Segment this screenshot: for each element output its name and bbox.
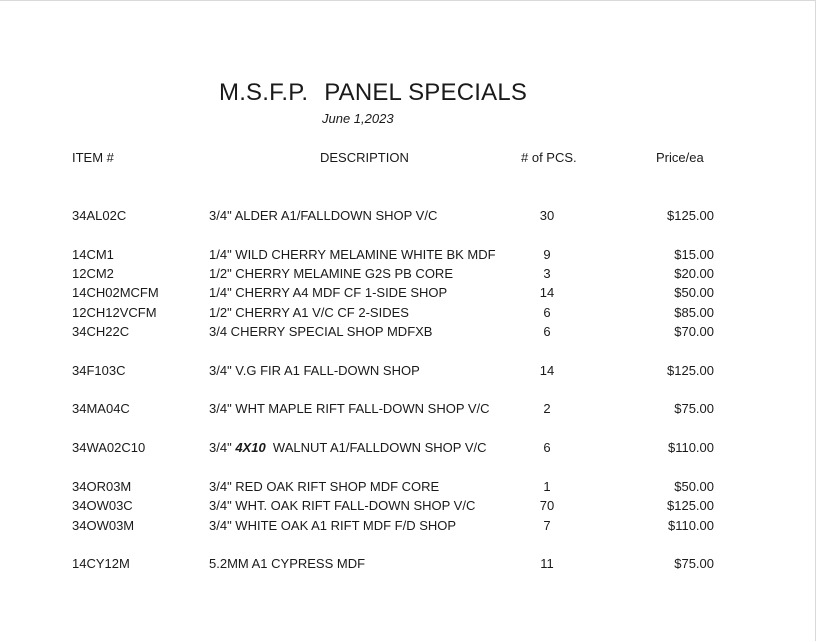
item-description: 3/4" RED OAK RIFT SHOP MDF CORE (209, 479, 440, 494)
header-pcs: # of PCS. (521, 150, 577, 165)
table-row (0, 498, 816, 516)
item-pcs: 70 (539, 498, 555, 513)
item-pcs: 1 (543, 479, 551, 494)
item-description: 3/4 CHERRY SPECIAL SHOP MDFXB (209, 324, 433, 339)
item-price: $15.00 (674, 247, 714, 262)
item-price: $110.00 (667, 440, 714, 455)
table-row (0, 324, 816, 342)
item-price: $50.00 (674, 285, 714, 300)
item-code: 14CH02MCFM (72, 285, 159, 300)
table-row (0, 440, 816, 458)
item-pcs: 30 (539, 208, 555, 223)
table-row (0, 479, 816, 497)
document-title (219, 79, 527, 107)
item-price: $20.00 (674, 266, 714, 281)
description-emphasis: 4X10 (235, 440, 266, 455)
item-pcs: 2 (543, 401, 551, 416)
item-description: 5.2MM A1 CYPRESS MDF (209, 556, 366, 571)
item-pcs: 14 (539, 285, 555, 300)
item-pcs: 3 (543, 266, 551, 281)
header-description: DESCRIPTION (320, 150, 409, 165)
table-row (0, 305, 816, 323)
item-code: 34WA02C10 (72, 440, 146, 455)
item-pcs: 6 (543, 324, 551, 339)
item-code: 34CH22C (72, 324, 130, 339)
item-pcs: 6 (543, 440, 551, 455)
item-code: 34OW03C (72, 498, 133, 513)
table-row (0, 401, 816, 419)
item-price: $125.00 (667, 498, 714, 513)
item-description: 1/4" CHERRY A4 MDF CF 1-SIDE SHOP (209, 285, 448, 300)
item-price: $125.00 (667, 208, 714, 223)
item-pcs: 14 (539, 363, 555, 378)
item-price: $70.00 (674, 324, 714, 339)
item-price: $125.00 (667, 363, 714, 378)
table-row (0, 266, 816, 284)
item-pcs: 6 (543, 305, 551, 320)
table-row (0, 518, 816, 536)
item-description: 3/4" WHT MAPLE RIFT FALL-DOWN SHOP V/C (209, 401, 490, 416)
item-price: $75.00 (674, 401, 714, 416)
title-heading: PANEL SPECIALS (324, 79, 528, 106)
item-description: 3/4" V.G FIR A1 FALL-DOWN SHOP (209, 363, 420, 378)
title-company: M.S.F.P. (219, 79, 309, 106)
item-code: 12CH12VCFM (72, 305, 157, 320)
item-code: 34MA04C (72, 401, 130, 416)
item-description: 3/4" WHITE OAK A1 RIFT MDF F/D SHOP (209, 518, 457, 533)
table-row (0, 285, 816, 303)
item-pcs: 11 (540, 556, 554, 571)
item-description: 1/2" CHERRY A1 V/C CF 2-SIDES (209, 305, 409, 320)
item-price: $110.00 (667, 518, 714, 533)
item-pcs: 7 (543, 518, 551, 533)
item-price: $85.00 (674, 305, 714, 320)
item-code: 34F103C (72, 363, 126, 378)
description-prefix: 3/4" (209, 440, 232, 455)
item-pcs: 9 (543, 247, 551, 262)
item-description: 1/4" WILD CHERRY MELAMINE WHITE BK MDF (209, 247, 496, 262)
document-date: June 1,2023 (322, 111, 394, 126)
item-description: 3/4" WHT. OAK RIFT FALL-DOWN SHOP V/C (209, 498, 476, 513)
item-price: $50.00 (674, 479, 714, 494)
description-suffix: WALNUT A1/FALLDOWN SHOP V/C (272, 440, 487, 455)
header-item: ITEM # (72, 150, 114, 165)
item-description: 1/2" CHERRY MELAMINE G2S PB CORE (209, 266, 453, 281)
item-code: 12CM2 (72, 266, 114, 281)
item-description: 3/4" ALDER A1/FALLDOWN SHOP V/C (209, 208, 438, 223)
item-code: 14CM1 (72, 247, 114, 262)
item-code: 14CY12M (72, 556, 130, 571)
item-price: $75.00 (674, 556, 714, 571)
item-code: 34OR03M (72, 479, 132, 494)
item-description (209, 440, 487, 455)
header-price: Price/ea (656, 150, 704, 165)
item-code: 34OW03M (72, 518, 135, 533)
table-row (0, 208, 816, 226)
table-row (0, 247, 816, 265)
table-row (0, 556, 816, 574)
table-row (0, 363, 816, 381)
item-code: 34AL02C (72, 208, 127, 223)
